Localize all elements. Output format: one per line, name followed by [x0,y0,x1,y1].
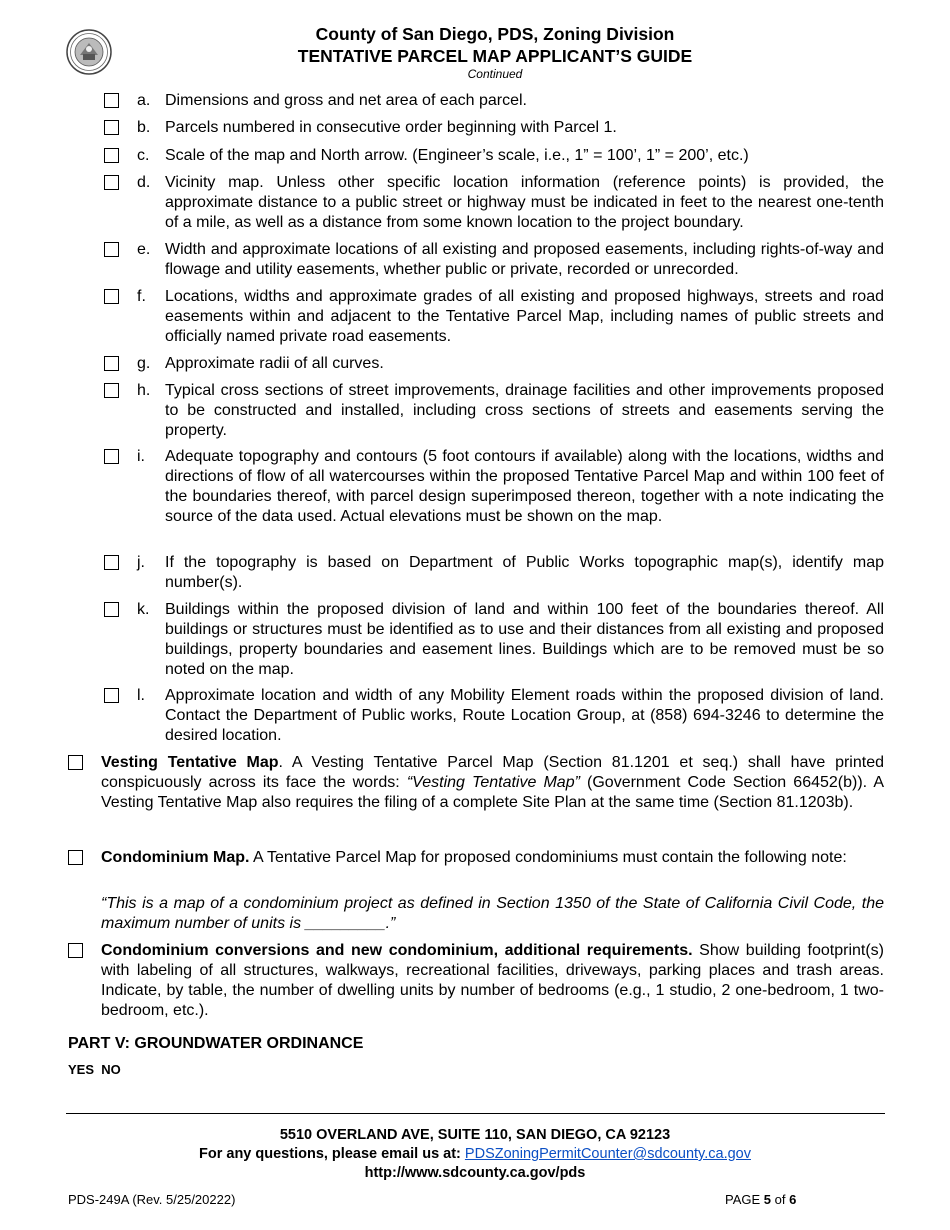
checkbox[interactable] [68,943,83,958]
item-text: Parcels numbered in consecutive order beginning with Parcel 1. [165,119,617,136]
section-heading: PART V: GROUNDWATER ORDINANCE [68,1035,364,1052]
no-label: NO [101,1062,121,1077]
condominium-note-quote: “This is a map of a condominium project as defined in Section 1350 of the State of California Civil Code, the maximum number of units is _________.” [101,895,884,932]
item-text: Scale of the map and North arrow. (Engineer’s scale, i.e., 1” = 100’, 1” = 200’, etc.) [165,147,749,164]
conversions-text: Condominium conversions and new condominium, additional requirements. Show building footprint(s) with labeling of all structures, walkways, recreational facilities, driveways, parking places and trash areas. Indicate, by table, the number of dwelling units by number of bedrooms (e.g., 1 studio, 2 one-bedroom, 1 two-bedroom, etc.). [101,942,885,1019]
item-text: Approximate location and width of any Mobility Element roads within the proposed division of land. Contact the Department of Public works, Route Location Group, at (858) 694-3246 to determine the desired location. [165,687,884,744]
footer-divider [66,1113,885,1114]
conversions-heading: Condominium conversions and new condominium, additional requirements. [101,942,693,959]
checkbox[interactable] [104,242,119,257]
condo-heading: Condominium Map. [101,849,250,866]
condominium-map-item [68,848,884,868]
item-letter: c. [137,147,150,164]
checkbox[interactable] [68,850,83,865]
item-letter: b. [137,119,151,136]
checkbox[interactable] [104,148,119,163]
header-title-line1: County of San Diego, PDS, Zoning Division [315,24,675,44]
item-text: Width and approximate locations of all existing and proposed easements, including rights-of-way and flowage and utility easements, whether public or private, recorded or unrecorded. [165,241,884,278]
checkbox[interactable] [68,755,83,770]
item-text: Typical cross sections of street improvements, drainage facilities and other improvements proposed to be constructed and installed, including cross sections of streets and easements serving the property. [165,382,884,439]
vesting-tentative-map-item [68,753,884,813]
footer-questions: For any questions, please email us at: PDSZoningPermitCounter@sdcounty.ca.gov [199,1146,751,1162]
item-text: Buildings within the proposed division of land and within 100 feet of the boundaries thereof. All buildings or structures must be identified as to use and their distances from all existing and proposed buildings, property boundaries and easement lines. Buildings which are to be removed must be so noted on the map. [165,601,884,678]
header-subtitle: Continued [467,67,523,81]
item-letter: d. [137,174,151,191]
checkbox[interactable] [104,555,119,570]
item-text: Vicinity map. Unless other specific location information (reference points) is provided, the approximate distance to a public street or highway must be indicated in feet to the nearest one-tenth of a mile, as well as a distance from some known location to the project boundary. [165,174,884,231]
vesting-quote: “Vesting Tentative Map” [406,774,580,791]
condominium-conversions-item [68,941,884,1021]
item-letter: l. [137,687,145,704]
checkbox[interactable] [104,93,119,108]
item-text: Locations, widths and approximate grades of all existing and proposed highways, streets and road easements within and adjacent to the Tentative Parcel Map, including names of public streets and officially named private road easements. [165,288,884,345]
document-header [0,23,950,82]
yes-no-labels [68,1062,121,1077]
item-letter: k. [137,601,150,618]
checkbox[interactable] [104,602,119,617]
item-text: If the topography is based on Department of Public Works topographic map(s), identify map number(s). [165,554,884,591]
checkbox[interactable] [104,289,119,304]
checkbox[interactable] [104,383,119,398]
item-letter: e. [137,241,151,258]
footer-website: http://www.sdcounty.ca.gov/pds [364,1165,586,1181]
checkbox[interactable] [104,449,119,464]
checkbox[interactable] [104,356,119,371]
footer-address: 5510 OVERLAND AVE, SUITE 110, SAN DIEGO, CA 92123 [279,1127,671,1143]
condo-text: Condominium Map. A Tentative Parcel Map for proposed condominiums must contain the following note: [101,849,847,866]
checkbox[interactable] [104,175,119,190]
item-letter: a. [137,92,151,109]
item-letter: h. [137,382,151,399]
item-text: Adequate topography and contours (5 foot contours if available) along with the locations, widths and directions of flow of all watercourses within the proposed Tentative Parcel Map and within 100 feet of the boundaries thereof, with parcel design superimposed thereon, together with a note indicating the source of the data used. Actual elevations must be shown on the map. [165,448,884,525]
item-text: Dimensions and gross and net area of each parcel. [165,92,527,109]
vesting-heading: Vesting Tentative Map [101,754,279,771]
email-link[interactable]: PDSZoningPermitCounter@sdcounty.ca.gov [464,1146,751,1162]
checkbox[interactable] [104,688,119,703]
checkbox[interactable] [104,120,119,135]
yes-label: YES [68,1062,95,1077]
item-letter: g. [137,355,151,372]
item-text: Approximate radii of all curves. [165,355,384,372]
page-number: PAGE 5 of 6 [725,1192,797,1207]
item-letter: f. [137,288,146,305]
vesting-text: Vesting Tentative Map. A Vesting Tentative Parcel Map (Section 81.1201 et seq.) shall have printed conspicuously across its face the words: “Vesting Tentative Map” (Government Code Section 66452(b)). A Vesting Tentative Map also requires the filing of a complete Site Plan at the same time (Section 81.1203b). [101,754,885,811]
form-number: PDS-249A (Rev. 5/25/20222) [68,1192,236,1207]
item-letter: i. [137,448,145,465]
item-letter: j. [137,554,145,571]
header-title-line2: TENTATIVE PARCEL MAP APPLICANT’S GUIDE [297,46,693,66]
